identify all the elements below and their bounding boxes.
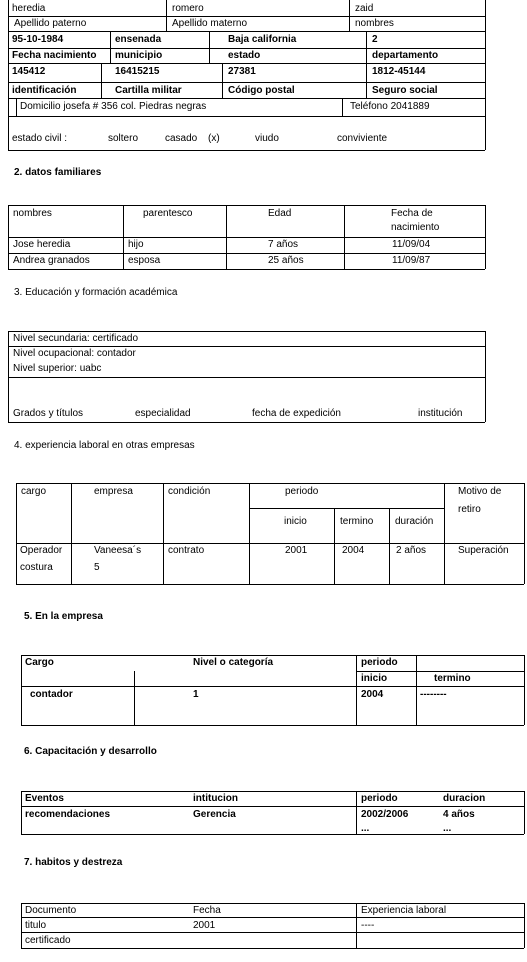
fecha-nacimiento-label: Fecha nacimiento (12, 50, 97, 61)
familiares-row-2-edad: 25 años (268, 255, 304, 266)
habitos-row-1-documento: titulo (25, 920, 47, 931)
empresa-row-termino: -------- (420, 689, 447, 700)
exp-header-cargo: cargo (21, 486, 47, 497)
exp-header-motivo-2: retiro (458, 504, 481, 515)
nivel-secundaria: Nivel secundaria: certificado (13, 333, 139, 344)
familiares-header-parentesco: parentesco (143, 208, 193, 219)
familiares-row-2-nombre: Andrea granados (13, 255, 90, 266)
capacitacion-row-evento: recomendaciones (25, 809, 111, 820)
exp-row-termino: 2004 (342, 545, 365, 556)
habitos-row-1-fecha: 2001 (193, 920, 216, 931)
familiares-row-1-nombre: Jose heredia (13, 239, 71, 250)
empresa-header-termino: termino (434, 673, 471, 684)
empresa-header-cargo: Cargo (25, 657, 54, 668)
familiares-header-fecha-1: Fecha de (391, 208, 433, 219)
exp-row-duracion: 2 años (396, 545, 427, 556)
cartilla-militar-value: 16415215 (115, 66, 160, 77)
nombres-label: nombres (355, 18, 394, 29)
empresa-row-inicio: 2004 (361, 689, 384, 700)
exp-header-periodo: periodo (285, 486, 319, 497)
en-empresa-title: 5. En la empresa (24, 611, 103, 622)
exp-row-motivo: Superación (458, 545, 509, 556)
seguro-social-value: 1812-45144 (372, 66, 426, 77)
grados-titulos-label: Grados y títulos (13, 408, 84, 419)
estado-civil-label: estado civil : (12, 133, 68, 144)
codigo-postal-label: Código postal (228, 85, 295, 96)
experiencia-title: 4. experiencia laboral en otras empresas (14, 440, 195, 451)
nivel-superior: Nivel superior: uabc (13, 363, 102, 374)
familiares-title: 2. datos familiares (14, 167, 102, 178)
familiares-row-1-edad: 7 años (268, 239, 299, 250)
apellido-materno-value: romero (172, 3, 204, 14)
habitos-row-1-experiencia: ---- (361, 920, 375, 931)
apellido-materno-label: Apellido materno (172, 18, 248, 29)
capacitacion-row-dots-1: ... (361, 823, 370, 834)
fecha-expedicion-label: fecha de expedición (252, 408, 341, 419)
exp-header-inicio: inicio (284, 516, 307, 527)
exp-row-empresa-2: 5 (94, 562, 100, 573)
identificacion-value: 145412 (12, 66, 46, 77)
exp-row-cargo-2: costura (20, 562, 53, 573)
domicilio-text: Domicilio josefa # 356 col. Piedras negras (20, 101, 207, 112)
familiares-row-1-fecha: 11/09/04 (392, 239, 431, 250)
estado-label: estado (228, 50, 261, 61)
empresa-header-nivel: Nivel o categoría (193, 657, 274, 668)
empresa-header-inicio: inicio (361, 673, 388, 684)
familiares-header-nombres: nombres (13, 208, 52, 219)
estado-civil-mark: (x) (208, 133, 220, 144)
habitos-header-fecha: Fecha (193, 905, 221, 916)
estado-civil-casado: casado (165, 133, 198, 144)
empresa-row-cargo: contador (30, 689, 73, 700)
exp-header-motivo-1: Motivo de (458, 486, 502, 497)
habitos-title: 7. habitos y destreza (24, 857, 123, 868)
capacitacion-row-periodo: 2002/2006 (361, 809, 409, 820)
estado-civil-viudo: viudo (255, 133, 279, 144)
departamento-value: 2 (372, 34, 378, 45)
exp-row-inicio: 2001 (285, 545, 308, 556)
cartilla-militar-label: Cartilla militar (115, 85, 182, 96)
capacitacion-header-duracion: duracion (443, 793, 486, 804)
exp-header-duracion: duración (395, 516, 434, 527)
capacitacion-header-institucion: intitucion (193, 793, 238, 804)
departamento-label: departamento (372, 50, 439, 61)
exp-row-empresa-1: Vaneesa´s (94, 545, 142, 556)
exp-row-cargo-1: Operador (20, 545, 63, 556)
institucion-label: institución (418, 408, 463, 419)
capacitacion-row-dots-2: ... (443, 823, 452, 834)
capacitacion-title: 6. Capacitación y desarrollo (24, 746, 157, 757)
municipio-label: municipio (115, 50, 163, 61)
capacitacion-row-institucion: Gerencia (193, 809, 236, 820)
apellido-paterno-value: heredia (12, 3, 46, 14)
capacitacion-header-periodo: periodo (361, 793, 398, 804)
nombres-value: zaid (355, 3, 374, 14)
exp-header-condicion: condición (168, 486, 211, 497)
familiares-header-edad: Edad (268, 208, 292, 219)
capacitacion-row-duracion: 4 años (443, 809, 475, 820)
familiares-header-fecha-2: nacimiento (391, 222, 440, 233)
municipio-value: ensenada (115, 34, 162, 45)
estado-civil-conviviente: conviviente (337, 133, 388, 144)
especialidad-label: especialidad (135, 408, 191, 419)
estado-civil-soltero: soltero (108, 133, 139, 144)
habitos-header-experiencia: Experiencia laboral (361, 905, 447, 916)
estado-value: Baja california (228, 34, 297, 45)
apellido-paterno-label: Apellido paterno (14, 18, 87, 29)
familiares-row-2-fecha: 11/09/87 (392, 255, 431, 266)
identificacion-label: identificación (12, 85, 77, 96)
codigo-postal-value: 27381 (228, 66, 256, 77)
exp-header-empresa: empresa (94, 486, 133, 497)
empresa-header-periodo: periodo (361, 657, 398, 668)
seguro-social-label: Seguro social (372, 85, 438, 96)
educacion-title: 3. Educación y formación académica (14, 287, 178, 298)
exp-row-condicion: contrato (168, 545, 205, 556)
telefono-text: Teléfono 2041889 (350, 101, 430, 112)
exp-header-termino: termino (340, 516, 374, 527)
familiares-row-2-parentesco: esposa (128, 255, 161, 266)
empresa-row-nivel: 1 (193, 689, 199, 700)
habitos-row-2-documento: certificado (25, 935, 71, 946)
habitos-header-documento: Documento (25, 905, 77, 916)
capacitacion-header-eventos: Eventos (25, 793, 64, 804)
nivel-ocupacional: Nivel ocupacional: contador (13, 348, 136, 359)
familiares-row-1-parentesco: hijo (128, 239, 144, 250)
fecha-nacimiento-value: 95-10-1984 (12, 34, 64, 45)
